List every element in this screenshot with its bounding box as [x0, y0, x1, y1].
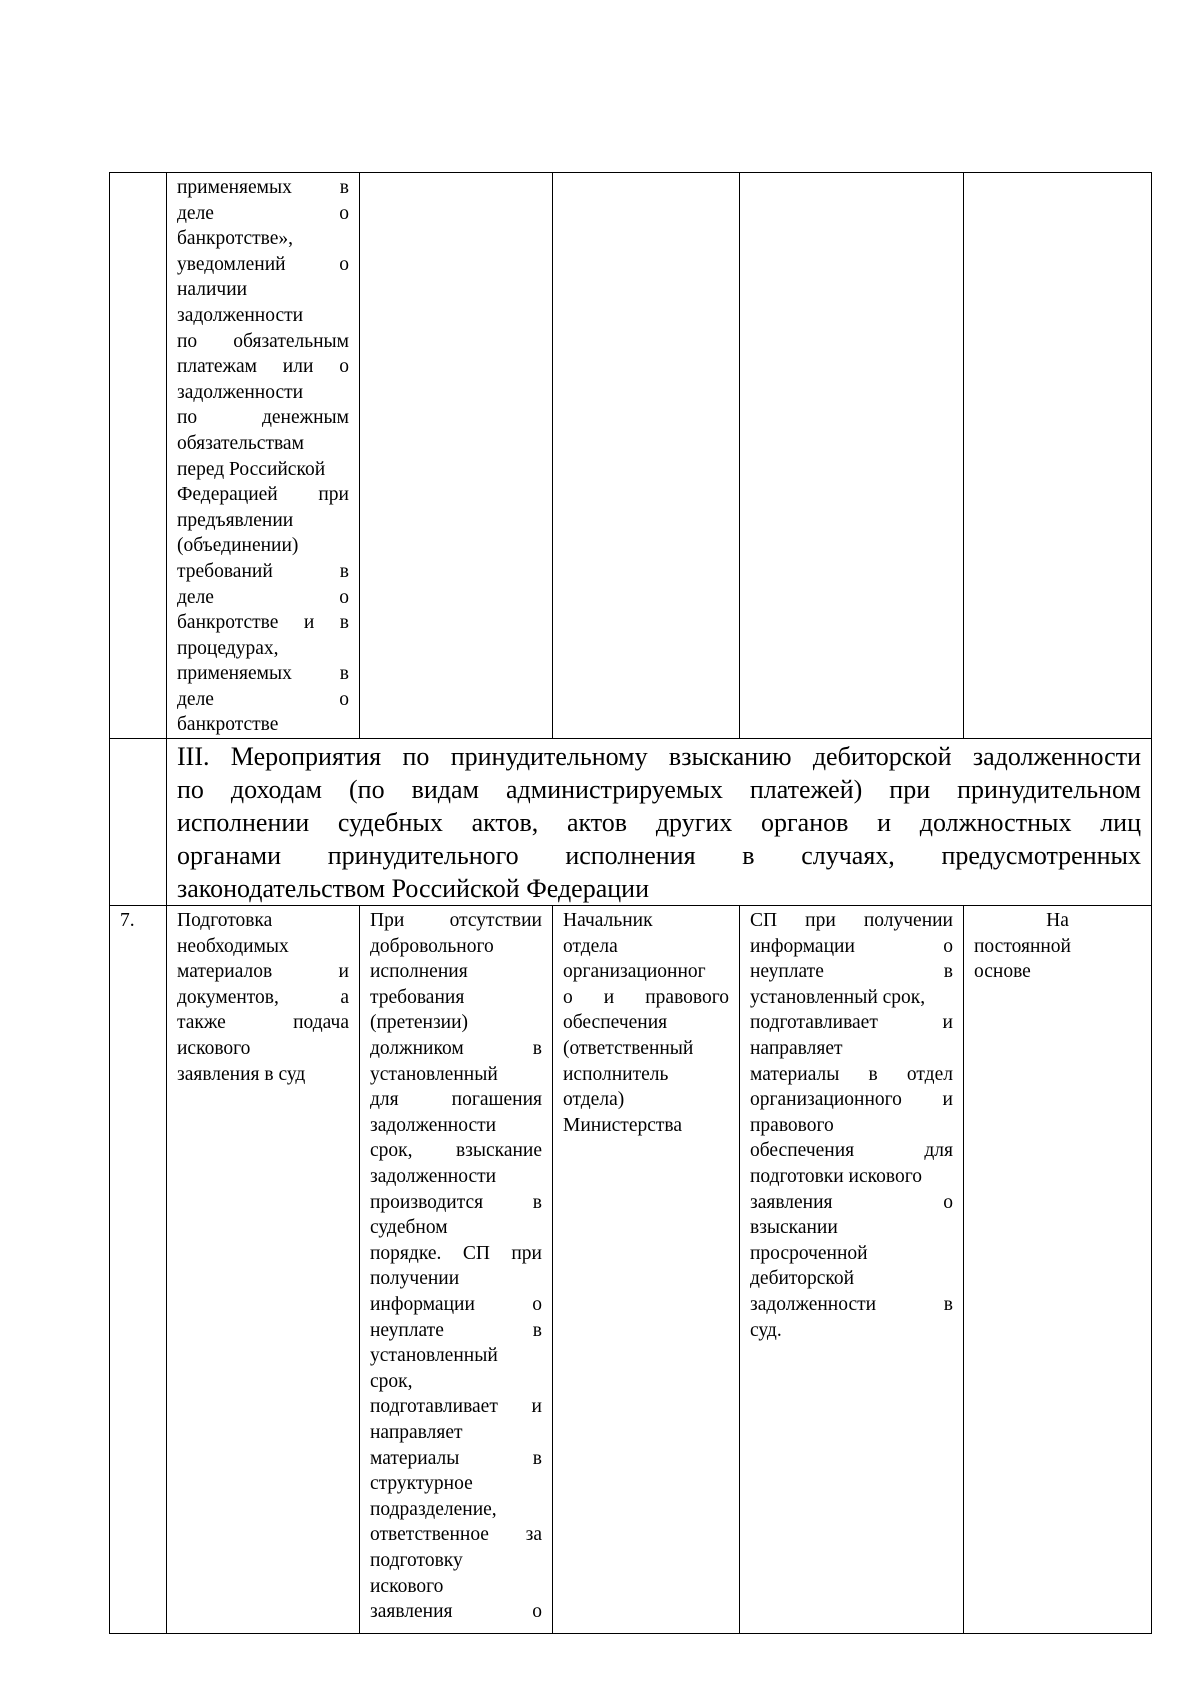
activities-table: [109, 172, 1152, 1634]
cell-text-line: требований в: [177, 560, 349, 582]
cell-text-line: организационног: [563, 961, 706, 983]
cell-text-line: направляет: [370, 1421, 463, 1443]
cell-text-line: искового: [370, 1575, 444, 1597]
cell-text-line: дебиторской: [750, 1268, 855, 1290]
cell-text-line: материалы в: [370, 1447, 542, 1469]
cell-text-line: банкротстве: [177, 714, 279, 736]
cell-text-line: получении: [370, 1268, 460, 1290]
cell-text-line: неуплате в: [370, 1319, 542, 1341]
cell-text-line: (ответственный: [563, 1038, 694, 1060]
cell-text-line: установленный: [370, 1063, 498, 1085]
cell-text-line: На: [1046, 910, 1069, 932]
section-heading-line: законодательством Российской Федерации: [177, 874, 649, 904]
cell-text-line: подготовку: [370, 1549, 463, 1571]
cell-text-line: исполнения: [370, 961, 468, 983]
cell-text-line: обязательствам: [177, 432, 304, 454]
deadline-cell: [964, 173, 1152, 739]
cell-text-line: платежам или о: [177, 356, 349, 378]
cell-text-line: срок, взыскание: [370, 1140, 542, 1162]
cell-text-line: информации о: [370, 1293, 542, 1315]
cell-text-line: перед Российской: [177, 458, 326, 480]
cell-text-line: установленный: [370, 1345, 498, 1367]
responsible-cell: [553, 906, 740, 1634]
section-heading-line: по доходам (по видам администрируемых платежей) при принудительном: [177, 775, 1141, 805]
actions-cell: [740, 906, 964, 1634]
cell-text-line: предъявлении: [177, 509, 294, 531]
deadline-cell: [964, 906, 1152, 1634]
cell-text-line: Министерства: [563, 1114, 683, 1136]
cell-text-line: применяемых в: [177, 177, 349, 198]
cell-text-line: информации о: [750, 935, 953, 957]
cell-text-line: также подача: [177, 1012, 349, 1034]
cell-text-line: задолженности в: [750, 1293, 953, 1315]
cell-text-line: основе: [974, 961, 1031, 983]
section-heading: [167, 739, 1152, 906]
cell-text-line: деле о: [177, 688, 349, 710]
section-heading-row: [110, 739, 1152, 906]
cell-text-line: обеспечения для: [750, 1140, 953, 1162]
cell-text-line: Подготовка: [177, 910, 273, 932]
cell-text-line: материалы в отдел: [750, 1063, 953, 1085]
cell-text-line: заявления о: [750, 1191, 953, 1213]
row-number-cell: 7.: [110, 906, 167, 1634]
cell-text-line: деле о: [177, 202, 349, 224]
cell-text-line: просроченной: [750, 1242, 868, 1264]
cell-text-line: по денежным: [177, 407, 349, 429]
cell-text-line: неуплате в: [750, 961, 953, 983]
table-row: [110, 906, 1152, 1634]
cell-text-line: задолженности: [370, 1114, 497, 1136]
cell-text-line: исполнитель: [563, 1063, 669, 1085]
cell-text-line: применяемых в: [177, 663, 349, 685]
cell-text-line: ответственное за: [370, 1524, 542, 1546]
procedure-cell: [360, 173, 553, 739]
cell-text-line: требования: [370, 986, 465, 1008]
section-number-cell: [110, 739, 167, 906]
cell-text-line: процедурах,: [177, 637, 279, 659]
cell-text-line: структурное: [370, 1473, 473, 1495]
cell-text-line: деле о: [177, 586, 349, 608]
cell-text-line: подготавливает и: [750, 1012, 953, 1034]
cell-text-line: для погашения: [370, 1089, 542, 1111]
section-heading-line: органами принудительного исполнения в случаях, предусмотренных: [177, 841, 1141, 871]
cell-text-line: задолженности: [177, 381, 304, 403]
cell-text-line: задолженности: [370, 1166, 497, 1187]
cell-text-line: банкротстве и в: [177, 612, 349, 634]
document-page: [109, 172, 1151, 1634]
cell-text-line: срок,: [370, 1370, 413, 1392]
cell-text-line: документов, а: [177, 986, 349, 1008]
measure-cell: [167, 906, 360, 1634]
cell-text-line: организационного и: [750, 1089, 953, 1111]
section-heading-line: III. Мероприятия по принудительному взысканию дебиторской задолженности: [177, 742, 1141, 772]
cell-text-line: отдела): [563, 1089, 625, 1111]
cell-text-line: заявления о: [370, 1601, 542, 1623]
cell-text-line: о и правового: [563, 986, 729, 1008]
cell-text-line: уведомлений о: [177, 253, 349, 275]
cell-text-line: порядке. СП при: [370, 1242, 542, 1264]
actions-cell: [740, 173, 964, 739]
cell-text-line: по обязательным: [177, 330, 349, 352]
cell-text-line: заявления в суд: [177, 1063, 306, 1085]
cell-text-line: направляет: [750, 1038, 843, 1060]
cell-text-line: банкротстве»,: [177, 228, 294, 250]
cell-text-line: (объединении): [177, 535, 299, 557]
cell-text-line: подразделение,: [370, 1498, 497, 1520]
cell-text-line: судебном: [370, 1217, 448, 1239]
cell-text-line: отдела: [563, 935, 618, 957]
cell-text-line: взыскании: [750, 1217, 838, 1239]
cell-text-line: добровольного: [370, 935, 494, 957]
cell-text-line: суд.: [750, 1319, 782, 1341]
responsible-cell: [553, 173, 740, 739]
cell-text-line: СП при получении: [750, 910, 953, 932]
cell-text-line: (претензии): [370, 1012, 469, 1034]
cell-text-line: Начальник: [563, 910, 653, 932]
section-heading-line: исполнении судебных актов, актов других органов и должностных лиц: [177, 808, 1141, 838]
cell-text-line: должником в: [370, 1038, 542, 1060]
cell-text-line: подготавливает и: [370, 1396, 542, 1418]
cell-text-line: материалов и: [177, 961, 349, 983]
measure-cell: [167, 173, 360, 739]
cell-text-line: задолженности: [177, 304, 304, 326]
continuation-row: [110, 173, 1152, 739]
cell-text-line: правового: [750, 1114, 834, 1136]
cell-text-line: постоянной: [974, 935, 1071, 957]
cell-text-line: искового: [177, 1038, 251, 1060]
procedure-cell: [360, 906, 553, 1634]
cell-text-line: При отсутствии: [370, 910, 542, 932]
row-number-cell: [110, 173, 167, 739]
cell-text-line: обеспечения: [563, 1012, 668, 1034]
cell-text-line: необходимых: [177, 935, 289, 957]
cell-text-line: наличии: [177, 279, 248, 301]
cell-text-line: Федерацией при: [177, 484, 349, 506]
cell-text-line: производится в: [370, 1191, 542, 1213]
cell-text-line: установленный срок,: [750, 986, 926, 1008]
cell-text-line: подготовки искового: [750, 1166, 922, 1187]
